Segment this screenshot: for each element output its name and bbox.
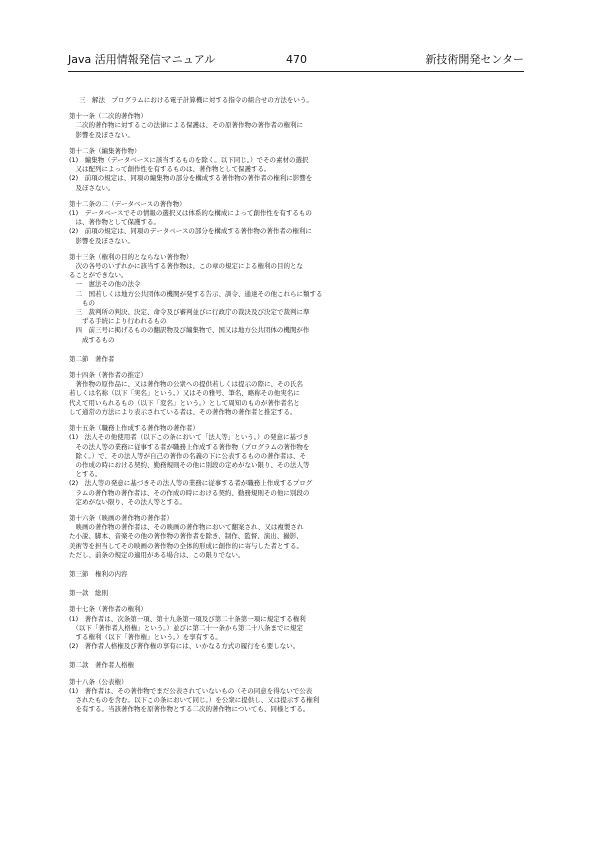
text-line: を有する。当該著作物を原著作物とする二次的著作物についても、同様とする。 (69, 705, 310, 714)
text-line: (1) データベースでその情報の選択又は体系的な構成によって創作性を有するもの (69, 209, 312, 218)
article-heading (69, 605, 531, 614)
text-line: 若しくは名称（以下「実名」という。）又はその雅号、筆名、略称その他実名に (69, 389, 300, 398)
text-line: ただし、前条の規定の適用がある場合は、この限りでない。 (69, 550, 245, 559)
text-line: されたものを含む。以下この条において同じ。）を公衆に提供し、又は提示する権利 (69, 695, 320, 704)
text-line: して通常の方法により表示されている者は、その著作物の著作者と推定する。 (69, 407, 297, 416)
intro-paragraph (69, 96, 531, 105)
text-line: 映画の著作物の著作者は、その映画の著作物において翻案され、又は複製され (69, 523, 304, 532)
text-line: (1) 著作者は、その著作物でまだ公表されていないもの（その同意を得ないで公表 (69, 686, 313, 695)
text-line: 二次的著作物に対するこの法律による保護は、その原著作物の著作者の権利に (69, 121, 303, 130)
article-body (69, 433, 531, 507)
section-heading (69, 661, 531, 670)
article-heading (69, 200, 531, 209)
section-heading (69, 570, 531, 579)
article-body (69, 687, 531, 715)
text-line: (2) 著作者人格権及び著作権の享有には、いかなる方式の履行をも要しない。 (69, 642, 300, 651)
text-line: 第十三条（権利の目的とならない著作物） (69, 252, 193, 261)
page-number: 470 (286, 53, 307, 66)
article-body (69, 615, 531, 652)
article-heading (69, 147, 531, 156)
text-line: た小説、脚本、音楽その他の著作物の著作者を除き、制作、監督、演出、撮影、 (69, 532, 303, 541)
text-line: 第一款 総則 (69, 589, 108, 598)
text-line: 又は配列によって創作性を有するものは、著作物として保護する。 (69, 165, 271, 174)
text-line: (2) 前項の規定は、同項の編集物の部分を構成する著作物の著作者の権利に影響を (69, 174, 313, 183)
text-line: 第十六条（映画の著作物の著作者） (69, 513, 173, 522)
text-line: 第十五条（職務上作成する著作物の著作者） (69, 424, 199, 433)
text-line: (1) 著作者は、次条第一項、第十九条第一項及び第二十条第一項に規定する権利 (69, 614, 306, 623)
article-body (69, 209, 531, 246)
text-line: 及ぼさない。 (69, 183, 115, 192)
article-body (69, 262, 531, 345)
text-line: 一 憲法その他の法令 (69, 280, 141, 289)
text-line: 影響を及ぼさない。 (69, 236, 134, 245)
text-line: ラムの著作物の著作者は、その作成の時における契約、勤務規則その他に別段の (69, 488, 310, 497)
text-line: (1) 編集物（データベースに該当するものを除く。以下同じ。）でその素材の選択 (69, 156, 309, 165)
text-line: 影響を及ぼさない。 (69, 130, 134, 139)
text-line: 三 裁判所の判決、決定、命令及び審判並びに行政庁の裁決及び決定で裁判に準 (69, 308, 310, 317)
section-heading (69, 589, 531, 598)
text-line: 第十八条（公表権） (69, 677, 128, 686)
article-heading (69, 253, 531, 262)
text-line: 第十二条の二（データベースの著作物） (69, 199, 186, 208)
text-line: する権利（以下「著作権」という。）を享有する。 (69, 632, 222, 641)
text-line: (2) 前項の規定は、同項のデータベースの部分を構成する著作物の著作者の権利に (69, 227, 312, 236)
text-line: 除く。）で、その法人等が自己の著作の名義の下に公表するものの著作者は、そ (69, 451, 306, 460)
text-line: 二 国若しくは地方公共団体の機関が発する告示、訓令、通達その他これらに類する (69, 289, 323, 298)
text-line: とする。 (69, 470, 102, 479)
text-line: 第三節 権利の内容 (69, 569, 128, 578)
header-publisher: 新技術開発センター (425, 53, 524, 66)
text-line: （以下「著作者人格権」という。）並びに第二十一条から第二十八条までに規定 (69, 623, 303, 632)
text-line: 三 解法 プログラムにおける電子計算機に対する指令の組合せの方法をいう。 (79, 96, 313, 104)
text-line: 著作物の原作品に、又は著作物の公衆への提供若しくは提示の際に、その氏名 (69, 380, 303, 389)
text-line: (2) 法人等の発意に基づきその法人等の業務に従事する者が職務上作成するプログ (69, 479, 313, 488)
text-line: 第二款 著作者人格権 (69, 661, 134, 670)
article-body (69, 121, 531, 139)
text-line: もの (69, 298, 95, 307)
text-line: 代えて用いられるもの（以下「変名」という。）として周知のものが著作者名と (69, 398, 300, 407)
article-heading (69, 514, 531, 523)
text-line: 次の各号のいずれかに該当する著作物は、この章の規定による権利の目的とな (69, 262, 303, 271)
section-heading (69, 355, 531, 364)
article-heading (69, 424, 531, 433)
text-line: 定めがない限り、その法人等とする。 (69, 497, 186, 506)
text-line: 第十二条（編集著作物） (69, 146, 141, 155)
article-body (69, 523, 531, 560)
text-line: は、著作物として保護する。 (69, 218, 160, 227)
text-line: 四 前三号に掲げるものの翻訳物及び編集物で、国又は地方公共団体の機関が作 (69, 326, 310, 335)
article-body (69, 380, 531, 417)
header-title: Java 活用情報発信マニュアル (68, 53, 216, 66)
text-line: その法人等の業務に従事する者が職務上作成する著作物（プログラムの著作物を (69, 442, 310, 451)
text-line: 第十四条（著作者の推定） (69, 371, 147, 380)
text-line: 第十七条（著作者の権利） (69, 605, 147, 614)
header-rule (68, 71, 524, 72)
page-header (68, 52, 524, 70)
text-line: 美術等を担当してその映画の著作物の全体的形成に創作的に寄与した者とする。 (69, 541, 303, 550)
article-heading (69, 678, 531, 687)
text-line: 第二節 著作者 (69, 354, 115, 363)
text-line: ることができない。 (69, 271, 128, 280)
article-body (69, 156, 531, 193)
text-line: の作成の時における契約、勤務規則その他に別段の定めがない限り、その法人等 (69, 460, 310, 469)
article-heading (69, 371, 531, 380)
text-line: (1) 法人その他使用者（以下この条において「法人等」という。）の発意に基づき (69, 433, 309, 442)
text-line: 第十一条（二次的著作物） (69, 112, 147, 121)
document-body (69, 96, 531, 714)
text-line: 成するもの (69, 335, 115, 344)
text-line: ずる手続により行われるもの (69, 317, 167, 326)
